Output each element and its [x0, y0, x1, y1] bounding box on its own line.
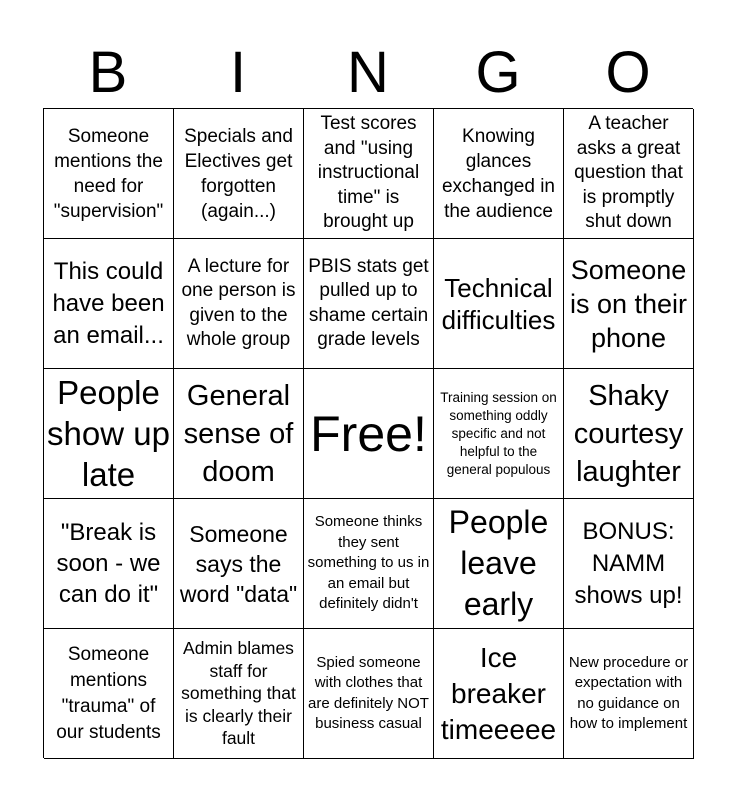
bingo-cell[interactable]: [44, 109, 174, 239]
bingo-cell[interactable]: [174, 239, 304, 369]
bingo-cell[interactable]: [564, 239, 694, 369]
cell-text: PBIS stats get pulled up to shame certain grade levels: [308, 255, 429, 350]
cell-text: Technical difficulties: [441, 272, 556, 335]
bingo-header: [43, 38, 693, 108]
header-letter-n: N: [347, 40, 389, 105]
cell-text: Training session on something oddly specific and not helpful to the general populous: [440, 389, 557, 477]
free-space-text: Free!: [310, 405, 427, 462]
cell-text: General sense of doom: [183, 379, 294, 488]
bingo-cell[interactable]: [304, 629, 434, 759]
bingo-cell[interactable]: [434, 109, 564, 239]
bingo-cell[interactable]: [44, 239, 174, 369]
bingo-cell[interactable]: [304, 239, 434, 369]
cell-text: People leave early: [448, 504, 549, 622]
cell-text: Someone mentions "trauma" of our students: [56, 643, 161, 743]
header-letter-g: G: [475, 40, 521, 105]
bingo-cell[interactable]: [174, 499, 304, 629]
cell-text: Spied someone with clothes that are definitely NOT business casual: [308, 653, 429, 732]
bingo-cell[interactable]: [174, 629, 304, 759]
header-letter-b: B: [88, 40, 128, 105]
header-letter-o: O: [605, 40, 651, 105]
bingo-cell[interactable]: [44, 629, 174, 759]
bingo-cell[interactable]: [44, 499, 174, 629]
cell-text: People show up late: [47, 374, 170, 493]
cell-text: Knowing glances exchanged in the audience: [441, 125, 556, 222]
bingo-cell[interactable]: [564, 629, 694, 759]
cell-text: BONUS: NAMM shows up!: [574, 517, 683, 609]
bingo-cell[interactable]: [304, 109, 434, 239]
bingo-cell[interactable]: [434, 499, 564, 629]
bingo-cell[interactable]: [434, 369, 564, 499]
cell-text: New procedure or expectation with no guidance on how to implement: [568, 653, 689, 732]
cell-text: Someone mentions the need for "supervision": [53, 125, 164, 222]
bingo-cell[interactable]: [434, 629, 564, 759]
cell-text: This could have been an email...: [52, 257, 165, 349]
cell-text: Someone thinks they sent something to us in an email but definitely didn't: [307, 513, 430, 613]
cell-text: Shaky courtesy laughter: [573, 379, 684, 488]
cell-text: A lecture for one person is given to the whole group: [181, 255, 296, 350]
bingo-cell[interactable]: [564, 109, 694, 239]
cell-text: Ice breaker timeeeee: [440, 641, 557, 745]
bingo-board: [43, 108, 693, 758]
cell-text: Specials and Electives get forgotten (again...): [184, 125, 293, 222]
cell-text: A teacher asks a great question that is promptly shut down: [574, 113, 683, 233]
bingo-cell[interactable]: [434, 239, 564, 369]
cell-text: "Break is soon - we can do it": [56, 519, 161, 608]
cell-text: Test scores and "using instructional time" is brought up: [317, 113, 420, 233]
header-letter-i: I: [229, 40, 247, 105]
bingo-cell[interactable]: [174, 369, 304, 499]
cell-text: Admin blames staff for something that is clearly their fault: [181, 638, 296, 749]
cell-text: Someone says the word "data": [179, 520, 298, 607]
free-space[interactable]: [304, 369, 434, 499]
cell-text: Someone is on their phone: [569, 254, 688, 353]
bingo-cell[interactable]: [44, 369, 174, 499]
bingo-cell[interactable]: [174, 109, 304, 239]
bingo-cell[interactable]: [564, 499, 694, 629]
bingo-cell[interactable]: [564, 369, 694, 499]
bingo-cell[interactable]: [304, 499, 434, 629]
